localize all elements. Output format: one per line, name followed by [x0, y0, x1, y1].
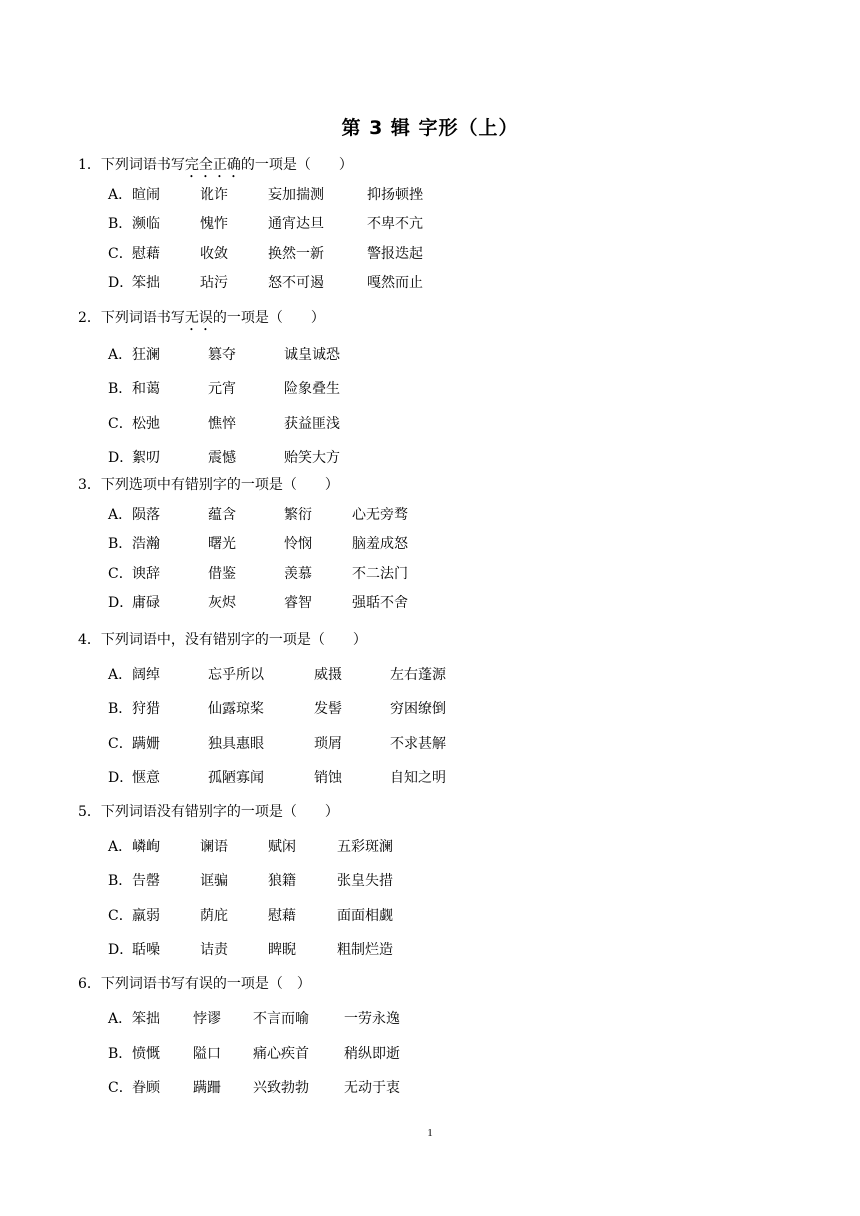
- stem-text: 5．下列词语没有错别字的一项是（ ）: [78, 804, 339, 820]
- option-word: 通宵达旦: [268, 216, 324, 232]
- option-word: 羡慕: [284, 566, 312, 582]
- option-word: 不二法门: [352, 566, 408, 582]
- option-word: 笨拙: [132, 1011, 160, 1027]
- option-word: 琐屑: [314, 736, 342, 752]
- option-label: C．: [108, 246, 133, 262]
- option-word: 左右蓬源: [390, 667, 446, 683]
- option-word: 自知之明: [390, 770, 446, 786]
- option-word: 篡夺: [208, 347, 236, 363]
- option-word: 兴致勃勃: [253, 1080, 309, 1096]
- option-word: 赋闲: [268, 839, 296, 855]
- option-word: 陨落: [132, 507, 160, 523]
- option-word: 曙光: [208, 536, 236, 552]
- option-word: 收敛: [200, 246, 228, 262]
- option-word: 怒不可遏: [268, 275, 324, 291]
- option-word: 元宵: [208, 381, 236, 397]
- option-word: 愧怍: [200, 216, 228, 232]
- option-word: 睿智: [284, 595, 312, 611]
- option-word: 絮叨: [132, 450, 160, 466]
- option-label: D．: [108, 770, 134, 786]
- option-word: 聒噪: [132, 942, 160, 958]
- option-word: 怜悯: [284, 536, 312, 552]
- option-word: 蹒姗: [132, 736, 160, 752]
- option-label: C．: [108, 1080, 133, 1096]
- option-word: 惬意: [132, 770, 160, 786]
- question-stem: [78, 973, 311, 993]
- option-word: 濒临: [132, 216, 160, 232]
- option-label: C．: [108, 908, 133, 924]
- option-word: 强聒不舍: [352, 595, 408, 611]
- question-stem: [78, 801, 339, 821]
- option-label: A．: [108, 507, 133, 523]
- option-word: 慰藉: [268, 908, 296, 924]
- stem-text: 的一项是（ ）: [240, 157, 353, 173]
- option-word: 羸弱: [132, 908, 160, 924]
- option-word: 悖谬: [193, 1011, 221, 1027]
- stem-text: 的一项是（ ）: [212, 310, 325, 326]
- stem-text: 1．下列词语书写: [78, 157, 185, 173]
- option-word: 一劳永逸: [344, 1011, 400, 1027]
- option-word: 面面相觑: [337, 908, 393, 924]
- option-label: B．: [108, 873, 133, 889]
- option-word: 借鉴: [208, 566, 236, 582]
- option-word: 诚皇诚恐: [284, 347, 340, 363]
- option-word: 隘口: [193, 1046, 221, 1062]
- option-label: B．: [108, 701, 133, 717]
- option-word: 笨拙: [132, 275, 160, 291]
- option-label: B．: [108, 536, 133, 552]
- option-word: 狩猎: [132, 701, 160, 717]
- option-word: 获益匪浅: [284, 416, 340, 432]
- option-word: 险象叠生: [284, 381, 340, 397]
- stem-text: 4．下列词语中，没有错别字的一项是（ ）: [78, 632, 367, 648]
- option-word: 穷困缭倒: [390, 701, 446, 717]
- option-word: 抑扬顿挫: [367, 187, 423, 203]
- option-word: 谀辞: [132, 566, 160, 582]
- option-word: 谰语: [200, 839, 228, 855]
- page-title: 第 3 辑 字形（上）: [341, 117, 519, 139]
- option-label: D．: [108, 942, 134, 958]
- option-word: 忘乎所以: [208, 667, 264, 683]
- option-word: 庸碌: [132, 595, 160, 611]
- option-word: 玷污: [200, 275, 228, 291]
- option-word: 荫庇: [200, 908, 228, 924]
- option-word: 五彩斑澜: [337, 839, 393, 855]
- option-word: 不言而喻: [253, 1011, 309, 1027]
- option-word: 慰藉: [132, 246, 160, 262]
- stem-text: 2．下列词语书写: [78, 310, 185, 326]
- option-word: 孤陋寡闻: [208, 770, 264, 786]
- option-word: 灰烬: [208, 595, 236, 611]
- option-word: 不求甚解: [390, 736, 446, 752]
- question-stem: [78, 629, 367, 649]
- option-word: 阔绰: [132, 667, 160, 683]
- option-word: 繁衍: [284, 507, 312, 523]
- option-word: 换然一新: [268, 246, 324, 262]
- option-word: 和蔼: [132, 381, 160, 397]
- option-word: 嶙峋: [132, 839, 160, 855]
- question-stem: [78, 474, 339, 494]
- option-word: 发髻: [314, 701, 342, 717]
- option-word: 憔悴: [208, 416, 236, 432]
- option-label: A．: [108, 667, 133, 683]
- option-word: 暄闹: [132, 187, 160, 203]
- option-word: 销蚀: [314, 770, 342, 786]
- option-word: 粗制烂造: [337, 942, 393, 958]
- option-label: C．: [108, 566, 133, 582]
- option-word: 威摄: [314, 667, 342, 683]
- option-label: D．: [108, 450, 134, 466]
- option-word: 脑羞成怒: [352, 536, 408, 552]
- option-word: 诘责: [200, 942, 228, 958]
- option-word: 睥睨: [268, 942, 296, 958]
- option-word: 警报迭起: [367, 246, 423, 262]
- option-label: A．: [108, 187, 133, 203]
- question-stem: [78, 307, 325, 334]
- page-number: 1: [427, 1127, 433, 1139]
- option-word: 不卑不亢: [367, 216, 423, 232]
- option-word: 贻笑大方: [284, 450, 340, 466]
- option-word: 无动于衷: [344, 1080, 400, 1096]
- option-label: B．: [108, 1046, 133, 1062]
- option-word: 松弛: [132, 416, 160, 432]
- option-word: 妄加揣测: [268, 187, 324, 203]
- question-stem: [78, 154, 353, 181]
- option-word: 震憾: [208, 450, 236, 466]
- option-word: 浩瀚: [132, 536, 160, 552]
- option-word: 告罄: [132, 873, 160, 889]
- option-word: 独具惠眼: [208, 736, 264, 752]
- option-label: B．: [108, 216, 133, 232]
- option-label: A．: [108, 347, 133, 363]
- option-word: 狂澜: [132, 347, 160, 363]
- option-word: 张皇失措: [337, 873, 393, 889]
- stem-text: 6．下列词语书写有误的一项是（ ）: [78, 976, 311, 992]
- option-word: 眷顾: [132, 1080, 160, 1096]
- option-word: 狼籍: [268, 873, 296, 889]
- stem-text: 3．下列选项中有错别字的一项是（ ）: [78, 477, 339, 493]
- emphasis-text: 无误: [184, 310, 213, 326]
- option-word: 愤慨: [132, 1046, 160, 1062]
- option-label: C．: [108, 416, 133, 432]
- emphasis-text: 完全正确: [184, 157, 241, 173]
- option-word: 仙露琼桨: [208, 701, 264, 717]
- option-word: 嘎然而止: [367, 275, 423, 291]
- option-word: 蕴含: [208, 507, 236, 523]
- option-word: 稍纵即逝: [344, 1046, 400, 1062]
- option-word: 蹒跚: [193, 1080, 221, 1096]
- option-word: 诓骗: [200, 873, 228, 889]
- option-label: D．: [108, 595, 134, 611]
- option-label: B．: [108, 381, 133, 397]
- option-word: 痛心疾首: [253, 1046, 309, 1062]
- option-label: C．: [108, 736, 133, 752]
- option-label: D．: [108, 275, 134, 291]
- option-word: 心无旁骛: [352, 507, 408, 523]
- option-word: 讹诈: [200, 187, 228, 203]
- option-label: A．: [108, 839, 133, 855]
- option-label: A．: [108, 1011, 133, 1027]
